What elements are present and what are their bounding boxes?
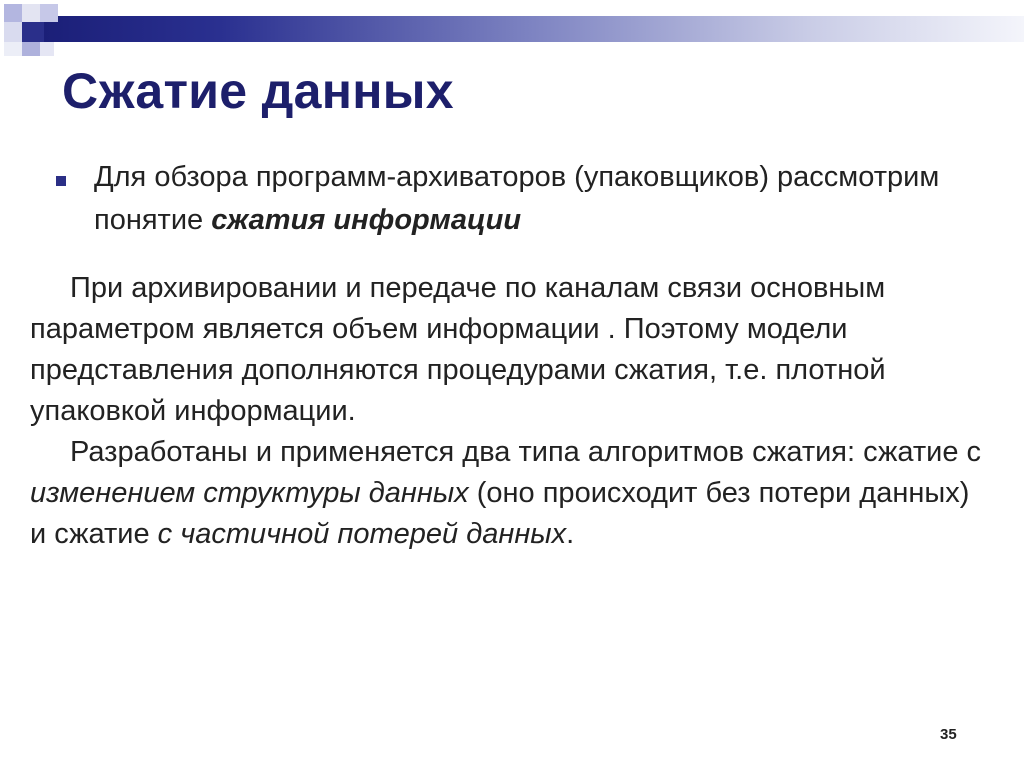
bullet-text: Для обзора программ-архиваторов (упаковщиков) рассмотрим понятие — [94, 161, 940, 236]
paragraph — [30, 432, 990, 555]
italic-term: с частичной потерей данных — [157, 518, 567, 550]
italic-term: изменением структуры данных — [30, 477, 469, 509]
paragraph-text: Разработаны и применяется два типа алгоритмов сжатия: сжатие с — [70, 436, 982, 468]
decor-square — [22, 4, 40, 22]
bullet-item — [94, 156, 994, 242]
paragraph-text: . — [566, 518, 575, 550]
paragraph-text: (оно происходит без потери данных) и сжатие — [30, 477, 970, 550]
header-decoration — [0, 0, 1024, 60]
page-number: 35 — [940, 726, 957, 743]
bullet-emphasis: сжатия информации — [211, 204, 522, 236]
decor-square — [4, 22, 22, 42]
decor-square — [4, 42, 22, 56]
page-title: Сжатие данных — [62, 63, 454, 119]
bullet-square-icon — [56, 176, 66, 186]
decor-square — [22, 22, 44, 42]
decor-square — [22, 42, 40, 56]
header-gradient-band — [44, 16, 1024, 42]
decor-square — [40, 42, 54, 56]
decor-square — [40, 4, 58, 22]
paragraph: При архивировании и передаче по каналам связи основным параметром является объем информации . Поэтому модели представления дополняются процедурами сжатия, т.е. плотной упаковкой информации. — [30, 272, 886, 427]
decor-square — [4, 4, 22, 22]
body-text — [30, 268, 990, 555]
